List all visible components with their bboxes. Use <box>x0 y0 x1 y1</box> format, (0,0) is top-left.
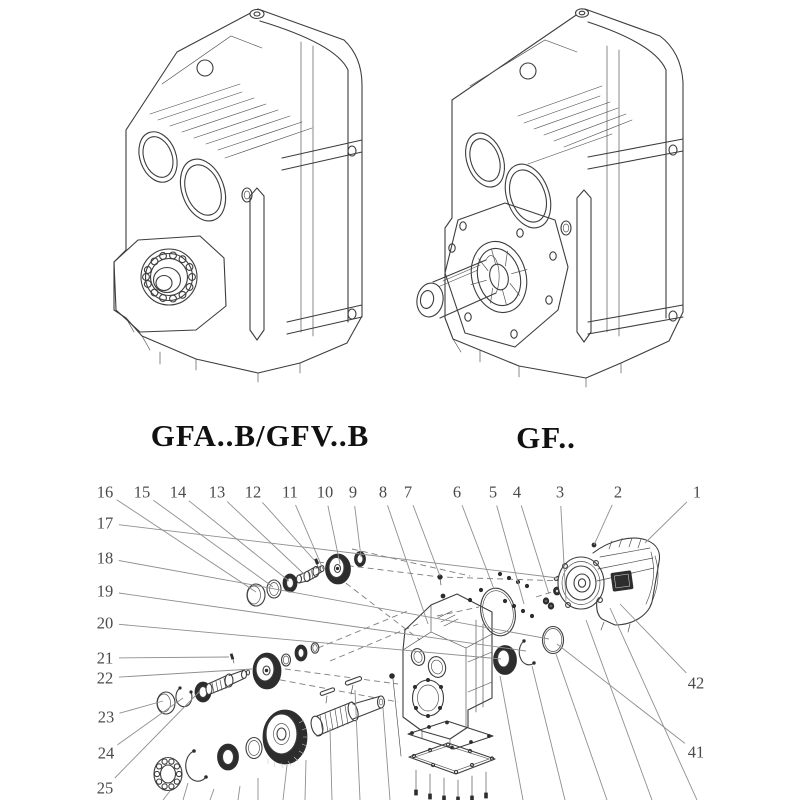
callout-20: 20 <box>96 613 114 633</box>
callout-10: 10 <box>316 482 334 502</box>
gasket-and-cover <box>408 721 495 800</box>
callout-5: 5 <box>488 482 498 502</box>
leader-line-19 <box>119 593 526 651</box>
leader-line-13 <box>227 502 305 575</box>
callout-2: 2 <box>613 482 623 502</box>
callout-6: 6 <box>452 482 462 502</box>
gearbox-drawing-gf <box>414 9 683 387</box>
key-small <box>320 687 335 696</box>
second-stage-parts <box>157 643 319 714</box>
callout-13: 13 <box>208 482 226 502</box>
leader-line-23 <box>120 701 164 713</box>
callout-16: 16 <box>96 482 114 502</box>
gear-housing <box>390 575 492 756</box>
leader-line-21 <box>119 657 229 658</box>
callout-25: 25 <box>96 778 114 798</box>
leader-line-16 <box>117 500 256 592</box>
callout-4: 4 <box>512 482 522 502</box>
cover-screws <box>415 770 488 800</box>
callout-21: 21 <box>96 648 114 668</box>
callout-11: 11 <box>282 482 298 502</box>
gearbox-drawing-gfab <box>114 9 362 382</box>
leader-line-11 <box>296 505 324 569</box>
callout-22: 22 <box>96 668 114 688</box>
leader-line-20 <box>119 624 501 659</box>
callout-1: 1 <box>692 482 702 502</box>
exploded-parts-diagram <box>97 483 705 800</box>
figure-label-gfab: GFA..B/GFV..B <box>150 418 370 453</box>
callout-8: 8 <box>378 482 388 502</box>
callout-41: 41 <box>687 742 705 762</box>
leader-line-42 <box>620 604 686 673</box>
callout-42: 42 <box>687 673 705 693</box>
leader-line-7 <box>413 505 440 576</box>
leader-line-1 <box>645 502 687 543</box>
motor-assembly <box>543 538 659 632</box>
leader-line-9 <box>355 506 361 557</box>
callout-19: 19 <box>96 581 114 601</box>
callout-18: 18 <box>96 548 114 568</box>
callout-23: 23 <box>97 707 115 727</box>
terminal-box <box>611 571 633 592</box>
callout-15: 15 <box>133 482 151 502</box>
callout-9: 9 <box>348 482 358 502</box>
leader-line-4 <box>521 505 549 594</box>
leader-line-41 <box>557 644 685 743</box>
figure-label-gf: GF.. <box>516 420 576 455</box>
callout-3: 3 <box>555 482 565 502</box>
callout-17: 17 <box>96 513 114 533</box>
screw-item21 <box>230 654 233 659</box>
leader-line-2 <box>594 505 612 545</box>
callout-12: 12 <box>244 482 262 502</box>
callout-7: 7 <box>403 482 413 502</box>
leader-line-6 <box>462 505 494 589</box>
long-bolt <box>390 674 395 679</box>
callout-14: 14 <box>169 482 187 502</box>
callout-24: 24 <box>97 743 115 763</box>
seal-parts <box>476 585 563 675</box>
screw-item12 <box>315 559 319 564</box>
leader-line-15 <box>153 500 273 587</box>
input-shaft-parts <box>247 552 366 607</box>
